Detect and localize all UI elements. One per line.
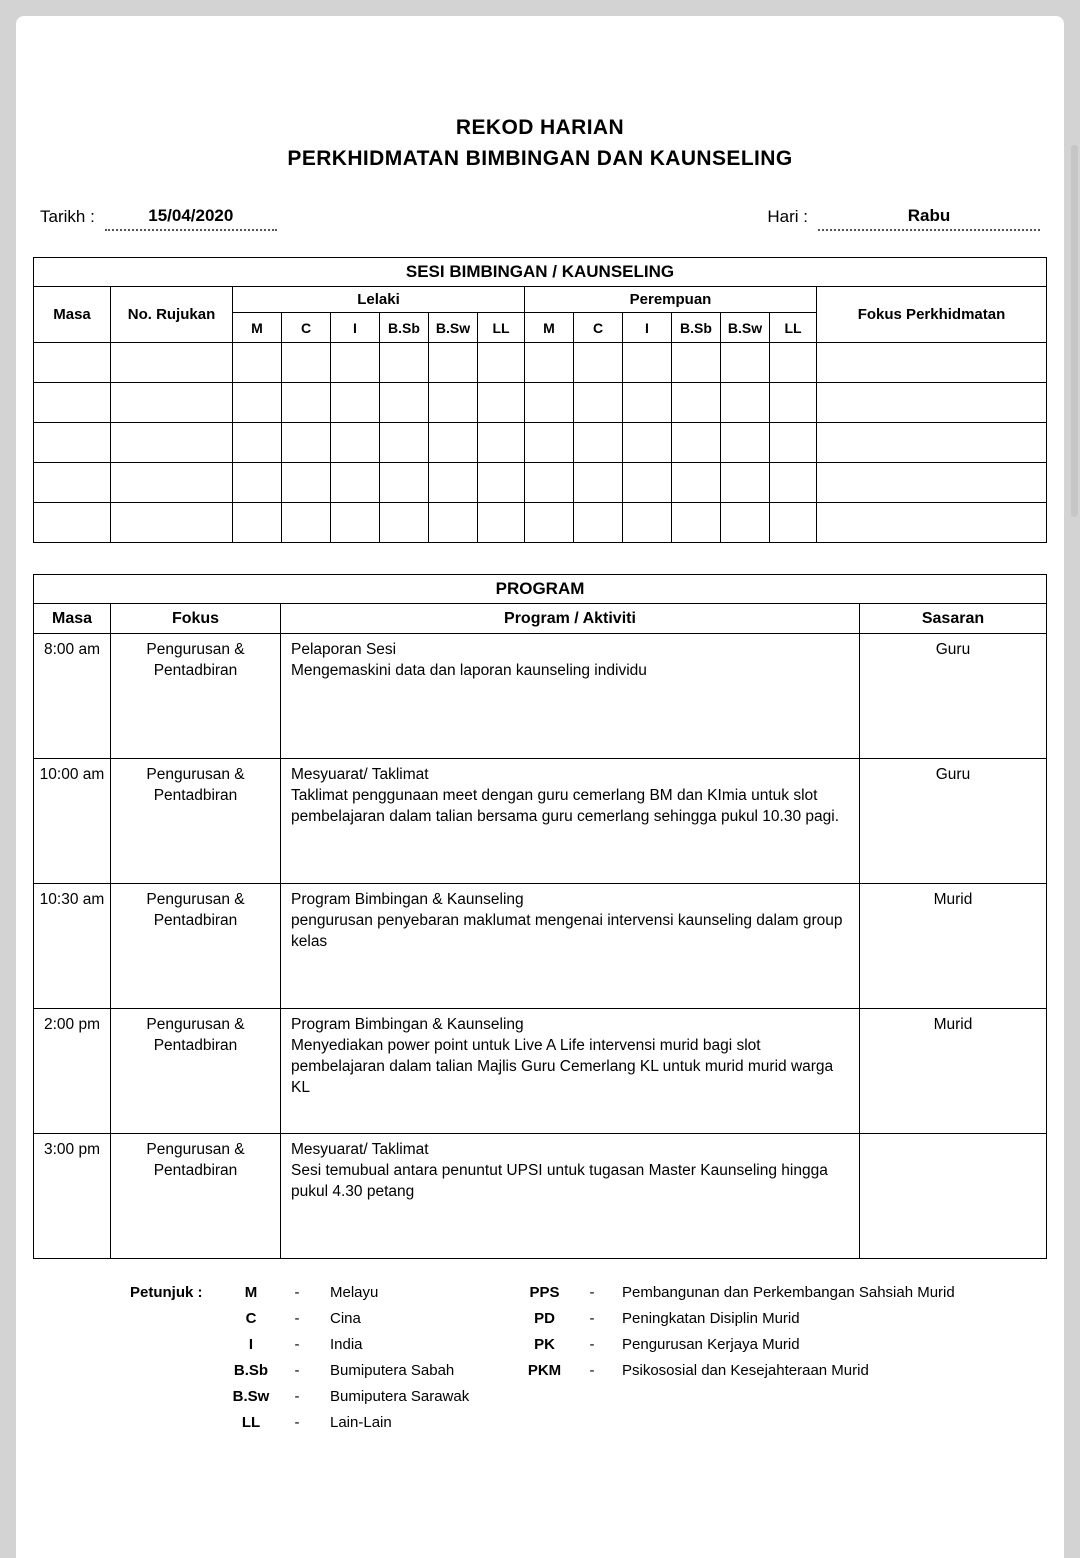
document-page <box>16 16 1064 1558</box>
legend-code: C <box>245 1309 257 1327</box>
empty-cell <box>721 503 770 543</box>
program-row-sasaran: Guru <box>859 634 1046 759</box>
legend-name: Pembangunan dan Perkembangan Sahsiah Murid <box>622 1283 955 1301</box>
legend-dash: - <box>294 1283 300 1301</box>
program-row-fokus: Pengurusan & Pentadbiran <box>111 1134 281 1259</box>
empty-cell <box>331 503 380 543</box>
sesi-subcol: LL <box>770 313 817 343</box>
empty-cell <box>111 503 233 543</box>
legend-name: Pengurusan Kerjaya Murid <box>622 1335 800 1353</box>
empty-cell <box>574 383 623 423</box>
legend-name: Melayu <box>330 1283 379 1301</box>
empty-cell <box>817 343 1047 383</box>
legend-dash: - <box>294 1361 300 1379</box>
empty-cell <box>282 343 331 383</box>
activity-title: Program Bimbingan & Kaunseling <box>291 891 524 908</box>
legend-dash: - <box>589 1309 595 1327</box>
empty-cell <box>331 343 380 383</box>
empty-cell <box>623 343 672 383</box>
program-row-activity <box>281 884 860 1009</box>
activity-title: Mesyuarat/ Taklimat <box>291 1141 429 1158</box>
program-col-fokus: Fokus <box>111 604 281 634</box>
empty-cell <box>111 463 233 503</box>
program-row-activity <box>281 634 860 759</box>
hari-label: Hari : <box>767 207 808 226</box>
empty-cell <box>672 503 721 543</box>
sesi-subcol: B.Sw <box>721 313 770 343</box>
sesi-subcol: I <box>623 313 672 343</box>
sesi-subcol: B.Sb <box>380 313 429 343</box>
empty-cell <box>770 343 817 383</box>
activity-desc: Menyediakan power point untuk Live A Life intervensi murid bagi slot pembelajaran dalam talian Majlis Guru Cemerlang KL untuk murid murid warga KL <box>291 1037 834 1096</box>
legend-code: PK <box>534 1335 555 1353</box>
legend-name: Bumiputera Sabah <box>330 1361 455 1379</box>
empty-cell <box>770 383 817 423</box>
empty-cell <box>525 503 574 543</box>
program-row-fokus: Pengurusan & Pentadbiran <box>111 884 281 1009</box>
empty-cell <box>817 463 1047 503</box>
legend-label: Petunjuk : <box>130 1283 203 1301</box>
tarikh-label: Tarikh : <box>40 207 95 226</box>
hari-group <box>767 206 1040 231</box>
activity-desc: Taklimat penggunaan meet dengan guru cemerlang BM dan KImia untuk slot pembelajaran dalam talian bersama guru cemerlang sehingga pukul 10.30 pagi. <box>291 787 840 825</box>
sesi-subcol: B.Sb <box>672 313 721 343</box>
program-row-activity <box>281 1134 860 1259</box>
activity-title: Mesyuarat/ Taklimat <box>291 766 429 783</box>
legend-name: Psikososial dan Kesejahteraan Murid <box>622 1361 869 1379</box>
legend-name: Lain-Lain <box>330 1413 392 1431</box>
empty-cell <box>429 383 478 423</box>
legend-dash: - <box>294 1335 300 1353</box>
scrollbar-thumb[interactable] <box>1071 145 1078 517</box>
activity-title: Program Bimbingan & Kaunseling <box>291 1016 524 1033</box>
legend-code: PD <box>534 1309 555 1327</box>
legend-code: LL <box>241 1413 261 1431</box>
page-subtitle: PERKHIDMATAN BIMBINGAN DAN KAUNSELING <box>287 147 793 170</box>
sesi-col-lelaki: Lelaki <box>233 287 525 313</box>
sesi-empty-row <box>34 503 1047 543</box>
empty-cell <box>478 423 525 463</box>
empty-cell <box>282 463 331 503</box>
program-row-sasaran: Murid <box>859 1009 1046 1134</box>
program-row <box>34 759 1047 884</box>
legend-name: Peningkatan Disiplin Murid <box>622 1309 800 1327</box>
program-col-aktiviti: Program / Aktiviti <box>281 604 860 634</box>
empty-cell <box>111 423 233 463</box>
empty-cell <box>770 463 817 503</box>
empty-cell <box>672 343 721 383</box>
sesi-subcol: M <box>233 313 282 343</box>
legend-row <box>130 1409 1047 1435</box>
program-row-time: 10:00 am <box>34 759 111 884</box>
legend-name: Bumiputera Sarawak <box>330 1387 470 1405</box>
tarikh-group <box>40 206 277 231</box>
empty-cell <box>672 423 721 463</box>
sesi-subcol: M <box>525 313 574 343</box>
sesi-subcol: C <box>282 313 331 343</box>
sesi-empty-row <box>34 343 1047 383</box>
empty-cell <box>380 503 429 543</box>
empty-cell <box>429 343 478 383</box>
empty-cell <box>34 463 111 503</box>
activity-desc: Mengemaskini data dan laporan kaunseling individu <box>291 662 647 679</box>
empty-cell <box>574 343 623 383</box>
program-row-time: 10:30 am <box>34 884 111 1009</box>
program-col-masa: Masa <box>34 604 111 634</box>
activity-title: Pelaporan Sesi <box>291 641 397 658</box>
legend-row <box>130 1357 1047 1383</box>
empty-cell <box>525 383 574 423</box>
tarikh-value: 15/04/2020 <box>105 206 277 231</box>
program-row-time: 3:00 pm <box>34 1134 111 1259</box>
program-row-sasaran <box>859 1134 1046 1259</box>
empty-cell <box>34 343 111 383</box>
program-row <box>34 634 1047 759</box>
sesi-subcol: I <box>331 313 380 343</box>
empty-cell <box>282 503 331 543</box>
empty-cell <box>331 463 380 503</box>
sesi-col-rujukan: No. Rujukan <box>111 287 233 343</box>
empty-cell <box>111 343 233 383</box>
empty-cell <box>817 503 1047 543</box>
program-row-activity <box>281 759 860 884</box>
empty-cell <box>233 423 282 463</box>
hari-value: Rabu <box>818 206 1040 231</box>
empty-cell <box>380 423 429 463</box>
legend-dash: - <box>294 1413 300 1431</box>
legend-name: Cina <box>330 1309 361 1327</box>
empty-cell <box>721 343 770 383</box>
legend-code: B.Sb <box>233 1361 269 1379</box>
legend-row <box>130 1305 1047 1331</box>
legend-dash: - <box>294 1387 300 1405</box>
legend-row <box>130 1331 1047 1357</box>
empty-cell <box>721 423 770 463</box>
legend-dash: - <box>589 1335 595 1353</box>
program-row <box>34 1009 1047 1134</box>
empty-cell <box>672 383 721 423</box>
program-row <box>34 884 1047 1009</box>
empty-cell <box>34 383 111 423</box>
page-title: REKOD HARIAN <box>455 116 625 139</box>
empty-cell <box>478 463 525 503</box>
empty-cell <box>623 503 672 543</box>
empty-cell <box>672 463 721 503</box>
empty-cell <box>233 383 282 423</box>
empty-cell <box>770 423 817 463</box>
empty-cell <box>478 343 525 383</box>
legend-dash: - <box>589 1361 595 1379</box>
empty-cell <box>623 383 672 423</box>
empty-cell <box>623 423 672 463</box>
empty-cell <box>233 503 282 543</box>
empty-cell <box>574 503 623 543</box>
empty-cell <box>770 503 817 543</box>
sesi-empty-row <box>34 383 1047 423</box>
empty-cell <box>233 343 282 383</box>
legend-row <box>130 1383 1047 1409</box>
sesi-table <box>33 257 1047 543</box>
empty-cell <box>233 463 282 503</box>
empty-cell <box>721 383 770 423</box>
activity-desc: pengurusan penyebaran maklumat mengenai intervensi kaunseling dalam group kelas <box>291 912 843 950</box>
legend-code: I <box>248 1335 254 1353</box>
legend-row <box>130 1279 1047 1305</box>
empty-cell <box>478 503 525 543</box>
program-row-fokus: Pengurusan & Pentadbiran <box>111 1009 281 1134</box>
program-row-sasaran: Guru <box>859 759 1046 884</box>
sesi-col-perempuan: Perempuan <box>525 287 817 313</box>
sesi-empty-row <box>34 423 1047 463</box>
sesi-empty-row <box>34 463 1047 503</box>
empty-cell <box>429 463 478 503</box>
legend-code: PKM <box>527 1361 562 1379</box>
empty-cell <box>817 383 1047 423</box>
program-table-title: PROGRAM <box>34 575 1047 604</box>
empty-cell <box>525 343 574 383</box>
empty-cell <box>34 503 111 543</box>
sesi-subcol: C <box>574 313 623 343</box>
legend-code: B.Sw <box>232 1387 270 1405</box>
program-table <box>33 574 1047 1259</box>
empty-cell <box>111 383 233 423</box>
program-row-fokus: Pengurusan & Pentadbiran <box>111 634 281 759</box>
empty-cell <box>282 423 331 463</box>
sesi-col-fokus: Fokus Perkhidmatan <box>817 287 1047 343</box>
empty-cell <box>817 423 1047 463</box>
empty-cell <box>282 383 331 423</box>
sesi-table-title: SESI BIMBINGAN / KAUNSELING <box>34 258 1047 287</box>
empty-cell <box>331 383 380 423</box>
empty-cell <box>429 503 478 543</box>
sesi-col-masa: Masa <box>34 287 111 343</box>
program-row-activity <box>281 1009 860 1134</box>
empty-cell <box>721 463 770 503</box>
empty-cell <box>478 383 525 423</box>
legend-name: India <box>330 1335 363 1353</box>
legend-code: PPS <box>529 1283 560 1301</box>
empty-cell <box>380 463 429 503</box>
activity-desc: Sesi temubual antara penuntut UPSI untuk tugasan Master Kaunseling hingga pukul 4.30 petang <box>291 1162 828 1200</box>
meta-row <box>33 206 1047 231</box>
empty-cell <box>574 423 623 463</box>
empty-cell <box>574 463 623 503</box>
empty-cell <box>525 423 574 463</box>
sesi-subcol: LL <box>478 313 525 343</box>
program-row <box>34 1134 1047 1259</box>
legend-dash: - <box>589 1283 595 1301</box>
empty-cell <box>623 463 672 503</box>
sesi-subcol: B.Sw <box>429 313 478 343</box>
empty-cell <box>429 423 478 463</box>
empty-cell <box>331 423 380 463</box>
legend <box>130 1279 1047 1435</box>
legend-dash: - <box>294 1309 300 1327</box>
empty-cell <box>34 423 111 463</box>
program-row-fokus: Pengurusan & Pentadbiran <box>111 759 281 884</box>
program-row-time: 2:00 pm <box>34 1009 111 1134</box>
empty-cell <box>380 383 429 423</box>
program-col-sasaran: Sasaran <box>859 604 1046 634</box>
empty-cell <box>525 463 574 503</box>
program-row-time: 8:00 am <box>34 634 111 759</box>
program-row-sasaran: Murid <box>859 884 1046 1009</box>
empty-cell <box>380 343 429 383</box>
legend-code: M <box>244 1283 258 1301</box>
